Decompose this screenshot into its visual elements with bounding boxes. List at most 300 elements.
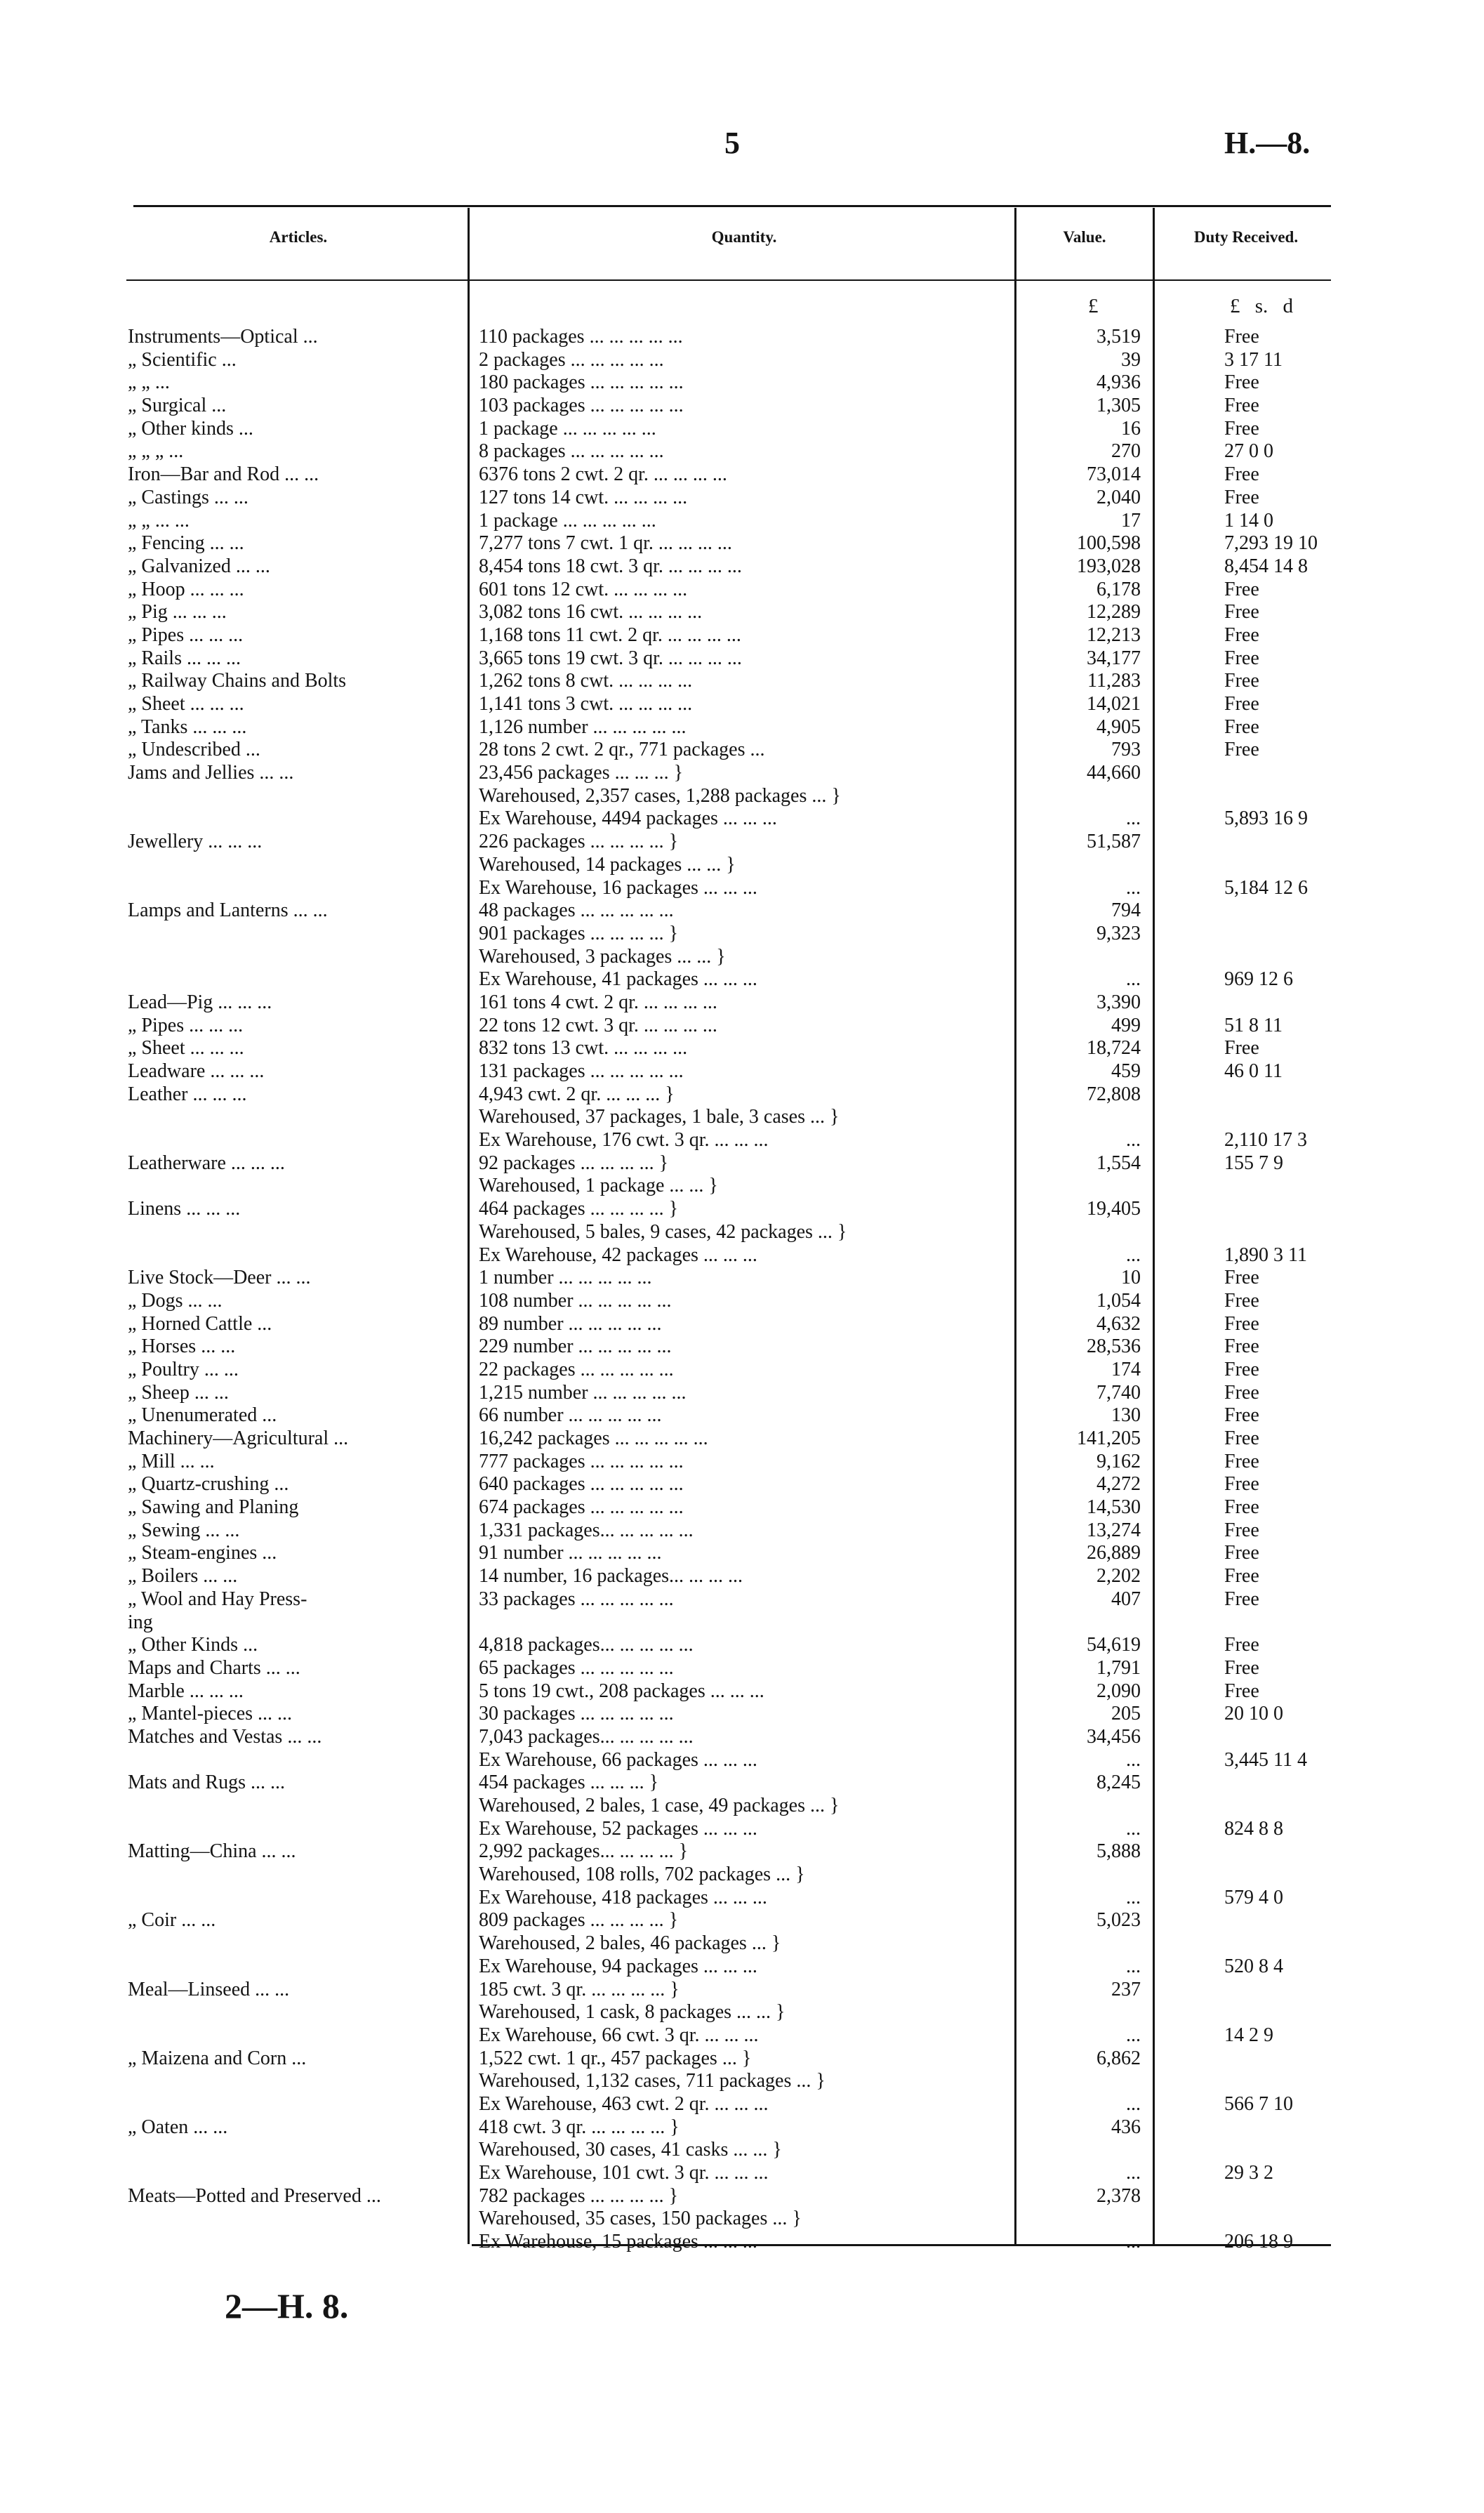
value-cell: 1,305 — [1097, 395, 1141, 417]
article-cell: „ Oaten ... ... — [128, 2116, 228, 2138]
table-row — [0, 2024, 1484, 2047]
article-cell: „ „ ... — [128, 371, 170, 394]
value-cell: ... — [1126, 2024, 1141, 2046]
value-cell: 4,936 — [1097, 371, 1141, 394]
duty-cell: 51 8 11 — [1224, 1014, 1283, 1036]
document-reference: H.—8. — [1224, 126, 1311, 160]
table-body — [0, 326, 1484, 2254]
table-row — [0, 2231, 1484, 2254]
table-row — [0, 1864, 1484, 1887]
table-row — [0, 1909, 1484, 1932]
table-row — [0, 1152, 1484, 1175]
value-cell: 141,205 — [1077, 1427, 1141, 1449]
article-cell: „ Mill ... ... — [128, 1450, 215, 1472]
value-cell: 4,272 — [1097, 1473, 1141, 1496]
quantity-cell: 89 number ... ... ... ... ... — [479, 1312, 662, 1335]
duty-cell: 1 14 0 — [1224, 509, 1273, 532]
article-cell: „ Sawing and Planing — [128, 1496, 299, 1519]
duty-cell: Free — [1224, 1267, 1259, 1289]
value-cell: 793 — [1111, 739, 1141, 761]
quantity-cell: 782 packages ... ... ... ... } — [479, 2184, 679, 2207]
quantity-cell: 1,141 tons 3 cwt. ... ... ... ... — [479, 693, 693, 715]
article-cell: „ Wool and Hay Press- — [128, 1588, 307, 1610]
duty-cell: 1,890 3 11 — [1224, 1244, 1307, 1266]
table-row — [0, 1795, 1484, 1818]
quantity-cell: 674 packages ... ... ... ... ... — [479, 1496, 684, 1519]
duty-cell: 5,893 16 9 — [1224, 807, 1308, 830]
quantity-cell: Ex Warehouse, 94 packages ... ... ... — [479, 1955, 757, 1977]
duty-cell: 969 12 6 — [1224, 968, 1293, 991]
value-cell: 407 — [1111, 1588, 1141, 1610]
duty-cell: Free — [1224, 1037, 1259, 1060]
value-cell: ... — [1126, 2162, 1141, 2184]
duty-cell: 3 17 11 — [1224, 348, 1283, 371]
table-row — [0, 1221, 1484, 1244]
quantity-cell: Ex Warehouse, 16 packages ... ... ... — [479, 876, 757, 899]
quantity-cell: 91 number ... ... ... ... ... — [479, 1542, 662, 1564]
page-number: 5 — [724, 126, 740, 160]
duty-cell: Free — [1224, 1680, 1259, 1702]
table-row — [0, 785, 1484, 808]
duty-cell: Free — [1224, 371, 1259, 394]
value-cell: 3,390 — [1097, 991, 1141, 1013]
table-row — [0, 807, 1484, 831]
quantity-cell: 1,262 tons 8 cwt. ... ... ... ... — [479, 670, 693, 692]
value-cell: 12,213 — [1087, 624, 1141, 646]
duty-cell: Free — [1224, 601, 1259, 624]
quantity-cell: 454 packages ... ... ... } — [479, 1772, 659, 1794]
table-row — [0, 1840, 1484, 1864]
article-cell: „ Pipes ... ... ... — [128, 624, 244, 646]
value-cell: 18,724 — [1087, 1037, 1141, 1060]
article-cell: „ Tanks ... ... ... — [128, 715, 247, 738]
table-row — [0, 1887, 1484, 1910]
duty-cell: Free — [1224, 578, 1259, 600]
value-cell: 10 — [1121, 1267, 1141, 1289]
value-cell: ... — [1126, 2092, 1141, 2115]
value-cell: 2,202 — [1097, 1565, 1141, 1588]
duty-cell: 579 4 0 — [1224, 1886, 1283, 1908]
table-row — [0, 1198, 1484, 1221]
value-cell: ... — [1126, 876, 1141, 899]
duty-cell: Free — [1224, 1381, 1259, 1404]
value-cell: 2,378 — [1097, 2184, 1141, 2207]
quantity-cell: Warehoused, 2,357 cases, 1,288 packages ... } — [479, 784, 841, 807]
quantity-cell: Warehoused, 2 bales, 46 packages ... } — [479, 1932, 781, 1955]
quantity-cell: Warehoused, 5 bales, 9 cases, 42 packages ... } — [479, 1220, 847, 1243]
table-row — [0, 1932, 1484, 1955]
duty-cell: 27 0 0 — [1224, 440, 1273, 463]
quantity-cell: Warehoused, 108 rolls, 702 packages ... } — [479, 1864, 805, 1886]
quantity-cell: Ex Warehouse, 66 cwt. 3 qr. ... ... ... — [479, 2024, 759, 2046]
article-cell: „ Scientific ... — [128, 348, 237, 371]
duty-cell: 2,110 17 3 — [1224, 1129, 1307, 1152]
value-cell: 34,456 — [1087, 1725, 1141, 1748]
value-cell: 3,519 — [1097, 326, 1141, 348]
table-row — [0, 899, 1484, 923]
quantity-cell: Ex Warehouse, 66 packages ... ... ... — [479, 1748, 757, 1771]
value-cell: ... — [1126, 807, 1141, 830]
value-cell: 14,530 — [1087, 1496, 1141, 1519]
table-row — [0, 1037, 1484, 1060]
article-cell: Live Stock—Deer ... ... — [128, 1267, 311, 1289]
table-row — [0, 1404, 1484, 1427]
table-row — [0, 1290, 1484, 1313]
table-row — [0, 1772, 1484, 1795]
duty-cell: 520 8 4 — [1224, 1955, 1283, 1977]
duty-cell: 46 0 11 — [1224, 1060, 1283, 1082]
article-cell: Matting—China ... ... — [128, 1840, 296, 1863]
article-cell: Mats and Rugs ... ... — [128, 1772, 285, 1794]
article-cell: Lead—Pig ... ... ... — [128, 991, 272, 1013]
article-cell: Jams and Jellies ... ... — [128, 762, 294, 784]
quantity-cell: Ex Warehouse, 176 cwt. 3 qr. ... ... ... — [479, 1129, 769, 1152]
table-row — [0, 1979, 1484, 2002]
article-cell: „ Rails ... ... ... — [128, 647, 241, 669]
value-cell: 1,554 — [1097, 1152, 1141, 1174]
value-cell: 17 — [1121, 509, 1141, 532]
quantity-cell: 832 tons 13 cwt. ... ... ... ... — [479, 1037, 688, 1060]
value-cell: 6,178 — [1097, 578, 1141, 600]
quantity-cell: 1,215 number ... ... ... ... ... — [479, 1381, 687, 1404]
table-row — [0, 2139, 1484, 2162]
duty-cell: Free — [1224, 670, 1259, 692]
value-cell: 13,274 — [1087, 1519, 1141, 1541]
quantity-cell: 464 packages ... ... ... ... } — [479, 1198, 679, 1220]
table-row — [0, 1680, 1484, 1703]
duty-cell: 14 2 9 — [1224, 2024, 1273, 2046]
article-cell: „ Horned Cattle ... — [128, 1312, 272, 1335]
quantity-cell: 33 packages ... ... ... ... ... — [479, 1588, 674, 1610]
duty-cell: Free — [1224, 647, 1259, 669]
value-cell: 193,028 — [1077, 555, 1141, 577]
table-row — [0, 624, 1484, 647]
table-row — [0, 1588, 1484, 1611]
quantity-cell: Warehoused, 37 packages, 1 bale, 3 cases ... } — [479, 1106, 840, 1128]
quantity-cell: 48 packages ... ... ... ... ... — [479, 899, 674, 922]
table-row — [0, 1519, 1484, 1543]
quantity-cell: 65 packages ... ... ... ... ... — [479, 1656, 674, 1679]
table-row — [0, 601, 1484, 624]
quantity-cell: Ex Warehouse, 418 packages ... ... ... — [479, 1886, 767, 1908]
duty-unit-label: £ s. d — [1230, 295, 1294, 317]
article-cell: Lamps and Lanterns ... ... — [128, 899, 328, 922]
table-row — [0, 1726, 1484, 1749]
table-row — [0, 326, 1484, 349]
quantity-cell: Warehoused, 1 cask, 8 packages ... ... } — [479, 2001, 786, 2024]
value-cell: 11,283 — [1087, 670, 1141, 692]
table-row — [0, 923, 1484, 946]
value-cell: 499 — [1111, 1014, 1141, 1036]
value-cell: 5,888 — [1097, 1840, 1141, 1863]
quantity-cell: 1,126 number ... ... ... ... ... — [479, 715, 687, 738]
article-cell: Meats—Potted and Preserved ... — [128, 2184, 381, 2207]
article-cell: „ Steam-engines ... — [128, 1542, 277, 1564]
table-row — [0, 647, 1484, 671]
duty-cell: Free — [1224, 1656, 1259, 1679]
value-cell: 72,808 — [1087, 1083, 1141, 1105]
article-cell: „ Undescribed ... — [128, 739, 260, 761]
article-cell: Leather ... ... ... — [128, 1083, 247, 1105]
quantity-cell: 226 packages ... ... ... ... } — [479, 831, 679, 853]
duty-cell: 5,184 12 6 — [1224, 876, 1308, 899]
duty-cell: Free — [1224, 1289, 1259, 1312]
table-row — [0, 2116, 1484, 2139]
duty-cell: Free — [1224, 715, 1259, 738]
article-cell: „ Poultry ... ... — [128, 1358, 239, 1380]
value-cell: 9,323 — [1097, 922, 1141, 944]
article-cell: „ Galvanized ... ... — [128, 555, 270, 577]
value-cell: ... — [1126, 1244, 1141, 1266]
duty-cell: Free — [1224, 739, 1259, 761]
quantity-cell: Ex Warehouse, 52 packages ... ... ... — [479, 1817, 757, 1840]
value-cell: 14,021 — [1087, 693, 1141, 715]
article-cell: „ „ „ ... — [128, 440, 184, 463]
article-cell: Leadware ... ... ... — [128, 1060, 265, 1082]
quantity-cell: 777 packages ... ... ... ... ... — [479, 1450, 684, 1472]
article-cell: „ Other Kinds ... — [128, 1634, 258, 1656]
table-row — [0, 1083, 1484, 1107]
table-row — [0, 349, 1484, 372]
duty-cell: Free — [1224, 1404, 1259, 1427]
value-cell: 5,023 — [1097, 1909, 1141, 1932]
value-cell: 459 — [1111, 1060, 1141, 1082]
table-row — [0, 463, 1484, 487]
table-row — [0, 1634, 1484, 1657]
article-cell: Leatherware ... ... ... — [128, 1152, 285, 1174]
article-cell: „ Sheep ... ... — [128, 1381, 229, 1404]
article-cell: Machinery—Agricultural ... — [128, 1427, 349, 1449]
duty-cell: Free — [1224, 1335, 1259, 1358]
duty-cell: 824 8 8 — [1224, 1817, 1283, 1840]
table-top-rule — [133, 205, 1331, 207]
column-header-value: Value. — [1063, 228, 1106, 246]
column-header-quantity: Quantity. — [711, 228, 777, 246]
table-row — [0, 2185, 1484, 2208]
value-cell: 44,660 — [1087, 762, 1141, 784]
value-cell: 130 — [1111, 1404, 1141, 1427]
value-cell: 2,040 — [1097, 486, 1141, 508]
quantity-cell: 809 packages ... ... ... ... } — [479, 1909, 679, 1932]
table-row — [0, 991, 1484, 1015]
article-cell: „ Quartz-crushing ... — [128, 1473, 289, 1496]
table-row — [0, 1955, 1484, 1979]
article-cell: Matches and Vestas ... ... — [128, 1725, 322, 1748]
duty-cell: 566 7 10 — [1224, 2092, 1293, 2115]
article-cell: Linens ... ... ... — [128, 1198, 241, 1220]
value-unit-label: £ — [1088, 295, 1099, 317]
article-cell: „ Boilers ... ... — [128, 1565, 238, 1588]
quantity-cell: 7,043 packages... ... ... ... ... — [479, 1725, 694, 1748]
quantity-cell: 28 tons 2 cwt. 2 qr., 771 packages ... — [479, 739, 765, 761]
table-row — [0, 2162, 1484, 2185]
quantity-cell: 229 number ... ... ... ... ... — [479, 1335, 672, 1358]
table-row — [0, 2093, 1484, 2116]
article-cell: „ Hoop ... ... ... — [128, 578, 244, 600]
duty-cell: Free — [1224, 1496, 1259, 1519]
duty-cell: 206 18 9 — [1224, 2231, 1293, 2253]
article-cell: „ Surgical ... — [128, 395, 227, 417]
table-row — [0, 1244, 1484, 1267]
table-row — [0, 579, 1484, 602]
table-row — [0, 1060, 1484, 1083]
quantity-cell: Ex Warehouse, 15 packages ... ... ... — [479, 2231, 757, 2253]
duty-cell: Free — [1224, 1634, 1259, 1656]
article-cell: „ Sheet ... ... ... — [128, 1037, 244, 1060]
quantity-cell: 601 tons 12 cwt. ... ... ... ... — [479, 578, 688, 600]
table-row — [0, 487, 1484, 510]
value-cell: 51,587 — [1087, 831, 1141, 853]
quantity-cell: 22 tons 12 cwt. 3 qr. ... ... ... ... — [479, 1014, 717, 1036]
table-row — [0, 2208, 1484, 2231]
duty-cell: Free — [1224, 693, 1259, 715]
quantity-cell: Warehoused, 1,132 cases, 711 packages ... } — [479, 2070, 826, 2092]
duty-cell: Free — [1224, 1565, 1259, 1588]
table-row — [0, 1267, 1484, 1290]
quantity-cell: 1 package ... ... ... ... ... — [479, 509, 656, 532]
article-cell: „ Fencing ... ... — [128, 532, 244, 555]
article-cell: „ Other kinds ... — [128, 417, 253, 440]
table-row — [0, 693, 1484, 716]
duty-cell: Free — [1224, 1450, 1259, 1472]
value-cell: 39 — [1121, 348, 1141, 371]
value-cell: 26,889 — [1087, 1542, 1141, 1564]
duty-cell: Free — [1224, 1427, 1259, 1449]
value-cell: 12,289 — [1087, 601, 1141, 624]
quantity-cell: 14 number, 16 packages... ... ... ... — [479, 1565, 743, 1588]
quantity-cell: 161 tons 4 cwt. 2 qr. ... ... ... ... — [479, 991, 717, 1013]
table-row — [0, 371, 1484, 395]
duty-cell: Free — [1224, 1542, 1259, 1564]
quantity-cell: 92 packages ... ... ... ... } — [479, 1152, 669, 1174]
value-cell: 237 — [1111, 1978, 1141, 2000]
duty-cell: Free — [1224, 417, 1259, 440]
duty-cell: 155 7 9 — [1224, 1152, 1283, 1174]
table-row — [0, 1657, 1484, 1680]
value-cell: ... — [1126, 1817, 1141, 1840]
quantity-cell: Warehoused, 2 bales, 1 case, 49 packages ... } — [479, 1795, 840, 1816]
table-row — [0, 395, 1484, 418]
table-row — [0, 1382, 1484, 1405]
table-row — [0, 739, 1484, 762]
table-row — [0, 877, 1484, 900]
article-cell: „ Maizena and Corn ... — [128, 2047, 307, 2069]
table-row — [0, 1106, 1484, 1129]
column-header-duty: Duty Received. — [1193, 228, 1299, 246]
table-row — [0, 1175, 1484, 1198]
duty-cell: Free — [1224, 486, 1259, 508]
article-cell: Meal—Linseed ... ... — [128, 1978, 290, 2000]
table-row — [0, 1015, 1484, 1038]
quantity-cell: 1 package ... ... ... ... ... — [479, 417, 656, 440]
article-cell: „ Pipes ... ... ... — [128, 1014, 244, 1036]
value-cell: 4,632 — [1097, 1312, 1141, 1335]
table-row — [0, 1451, 1484, 1474]
duty-cell: Free — [1224, 1473, 1259, 1496]
table-row — [0, 1359, 1484, 1382]
table-row — [0, 418, 1484, 441]
article-cell: Jewellery ... ... ... — [128, 831, 263, 853]
table-row — [0, 762, 1484, 785]
table-row — [0, 1427, 1484, 1451]
quantity-cell: 131 packages ... ... ... ... ... — [479, 1060, 684, 1082]
quantity-cell: Ex Warehouse, 42 packages ... ... ... — [479, 1244, 757, 1266]
quantity-cell: 2,992 packages... ... ... ... } — [479, 1840, 689, 1863]
quantity-cell: Ex Warehouse, 463 cwt. 2 qr. ... ... ... — [479, 2092, 769, 2115]
duty-cell: 20 10 0 — [1224, 1703, 1283, 1725]
duty-cell: Free — [1224, 1312, 1259, 1335]
quantity-cell: 640 packages ... ... ... ... ... — [479, 1473, 684, 1496]
value-cell: 34,177 — [1087, 647, 1141, 669]
value-cell: 7,740 — [1097, 1381, 1141, 1404]
table-row — [0, 1542, 1484, 1565]
quantity-cell: 7,277 tons 7 cwt. 1 qr. ... ... ... ... — [479, 532, 732, 555]
value-cell: 16 — [1121, 417, 1141, 440]
table-row — [0, 968, 1484, 991]
quantity-cell: 1,331 packages... ... ... ... ... — [479, 1519, 694, 1541]
quantity-cell: 1 number ... ... ... ... ... — [479, 1267, 652, 1289]
table-row — [0, 2047, 1484, 2071]
duty-cell: Free — [1224, 1588, 1259, 1610]
quantity-cell: 4,943 cwt. 2 qr. ... ... ... } — [479, 1083, 675, 1105]
quantity-cell: 185 cwt. 3 qr. ... ... ... ... } — [479, 1978, 680, 2000]
quantity-cell: Ex Warehouse, 101 cwt. 3 qr. ... ... ... — [479, 2162, 769, 2184]
value-cell: 28,536 — [1087, 1335, 1141, 1358]
article-cell: Marble ... ... ... — [128, 1680, 244, 1702]
quantity-cell: 108 number ... ... ... ... ... — [479, 1289, 672, 1312]
quantity-cell: 127 tons 14 cwt. ... ... ... ... — [479, 486, 688, 508]
header-bottom-rule — [126, 279, 1331, 281]
table-row — [0, 2001, 1484, 2024]
duty-cell: Free — [1224, 624, 1259, 646]
duty-cell: Free — [1224, 326, 1259, 348]
value-cell: ... — [1126, 1748, 1141, 1771]
value-cell: 4,905 — [1097, 715, 1141, 738]
quantity-cell: 1,168 tons 11 cwt. 2 qr. ... ... ... ... — [479, 624, 741, 646]
value-cell: 205 — [1111, 1703, 1141, 1725]
duty-cell: Free — [1224, 1358, 1259, 1380]
value-cell: 1,054 — [1097, 1289, 1141, 1312]
article-cell: „ Horses ... ... — [128, 1335, 236, 1358]
article-cell: ing — [128, 1611, 153, 1633]
article-cell: Maps and Charts ... ... — [128, 1656, 300, 1679]
quantity-cell: 5 tons 19 cwt., 208 packages ... ... ... — [479, 1680, 764, 1702]
value-cell: 270 — [1111, 440, 1141, 463]
value-cell: 100,598 — [1077, 532, 1141, 555]
table-row — [0, 532, 1484, 555]
value-cell: 54,619 — [1087, 1634, 1141, 1656]
quantity-cell: 103 packages ... ... ... ... ... — [479, 395, 684, 417]
footer-reference: 2—H. 8. — [225, 2286, 349, 2326]
quantity-cell: 1,522 cwt. 1 qr., 457 packages ... } — [479, 2047, 752, 2069]
table-row — [0, 1496, 1484, 1519]
quantity-cell: 3,665 tons 19 cwt. 3 qr. ... ... ... ... — [479, 647, 742, 669]
quantity-cell: 418 cwt. 3 qr. ... ... ... ... } — [479, 2116, 680, 2138]
value-cell: ... — [1126, 968, 1141, 991]
article-cell: „ Castings ... ... — [128, 486, 249, 508]
duty-cell: 29 3 2 — [1224, 2162, 1273, 2184]
quantity-cell: Ex Warehouse, 4494 packages ... ... ... — [479, 807, 777, 830]
quantity-cell: Warehoused, 14 packages ... ... } — [479, 853, 736, 876]
article-cell: „ „ ... ... — [128, 509, 190, 532]
table-row — [0, 555, 1484, 579]
value-cell: 6,862 — [1097, 2047, 1141, 2069]
article-cell: „ Sheet ... ... ... — [128, 693, 244, 715]
value-cell: 8,245 — [1097, 1772, 1141, 1794]
quantity-cell: 22 packages ... ... ... ... ... — [479, 1358, 674, 1380]
value-cell: 73,014 — [1087, 463, 1141, 486]
quantity-cell: Warehoused, 1 package ... ... } — [479, 1175, 718, 1197]
